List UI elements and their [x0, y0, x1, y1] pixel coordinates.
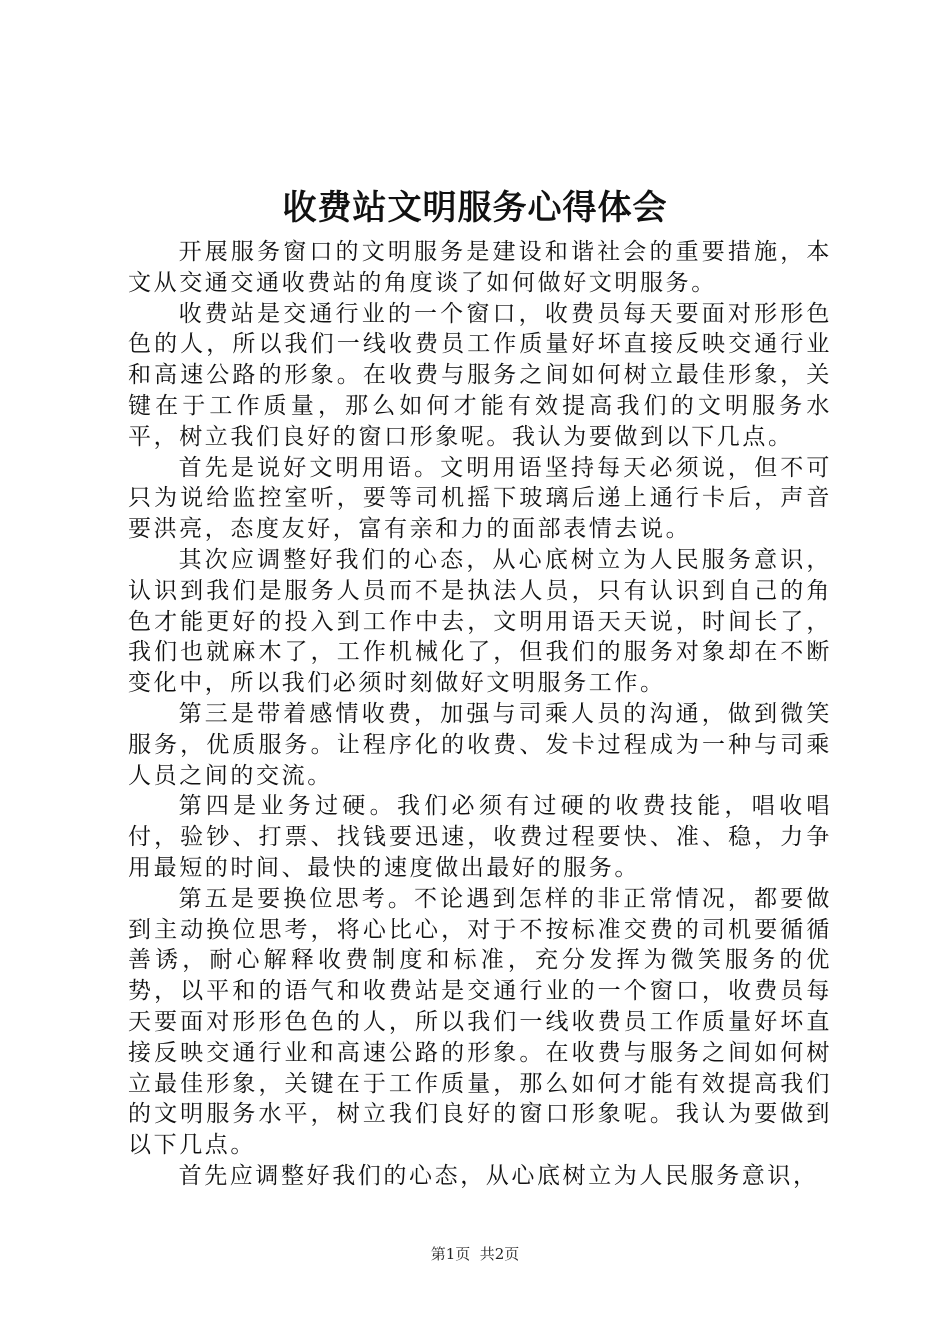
paragraph: 收费站是交通行业的一个窗口，收费员每天要面对形形色色的人，所以我们一线收费员工作质量好坏直接反映交通行业和高速公路的形象。在收费与服务之间如何树立最佳形象，关键在于工作质量，那么如何才能有效提高我们的文明服务水平，树立我们良好的窗口形象呢。我认为要做到以下几点。: [128, 300, 832, 450]
document-title: 收费站文明服务心得体会: [282, 188, 668, 228]
paragraph: 开展服务窗口的文明服务是建设和谐社会的重要措施，本文从交通交通收费站的角度谈了如何做好文明服务。: [128, 239, 832, 296]
document-body: [128, 237, 832, 1192]
page-number-label: 第1页 共2页: [430, 1245, 520, 1263]
paragraph: 第三是带着感情收费，加强与司乘人员的沟通，做到微笑服务，优质服务。让程序化的收费、发卡过程成为一种与司乘人员之间的交流。: [128, 700, 832, 789]
paragraph: 第四是业务过硬。我们必须有过硬的收费技能，唱收唱付，验钞、打票、找钱要迅速，收费过程要快、准、稳，力争用最短的时间、最快的速度做出最好的服务。: [128, 793, 832, 881]
paragraph: 首先是说好文明用语。文明用语坚持每天必须说，但不可只为说给监控室听，要等司机摇下玻璃后递上通行卡后，声音要洪亮，态度友好，富有亲和力的面部表情去说。: [128, 454, 832, 543]
page-footer: [0, 1244, 950, 1264]
paragraph: 其次应调整好我们的心态，从心底树立为人民服务意识，认识到我们是服务人员而不是执法人员，只有认识到自己的角色才能更好的投入到工作中去，文明用语天天说，时间长了，我们也就麻木了，工作机械化了，但我们的服务对象却在不断变化中，所以我们必须时刻做好文明服务工作。: [128, 546, 832, 697]
paragraph: 首先应调整好我们的心态，从心底树立为人民服务意识，: [178, 1162, 819, 1189]
paragraph: 第五是要换位思考。不论遇到怎样的非正常情况，都要做到主动换位思考，将心比心，对于不按标准交费的司机要循循善诱，耐心解释收费制度和标准，充分发挥为微笑服务的优势，以平和的语气和收费站是交通行业的一个窗口，收费员每天要面对形形色色的人，所以我们一线收费员工作质量好坏直接反映交通行业和高速公路的形象。在收费与服务之间如何树立最佳形象，关键在于工作质量，那么如何才能有效提高我们的文明服务水平，树立我们良好的窗口形象呢。我认为要做到以下几点。: [128, 885, 832, 1159]
